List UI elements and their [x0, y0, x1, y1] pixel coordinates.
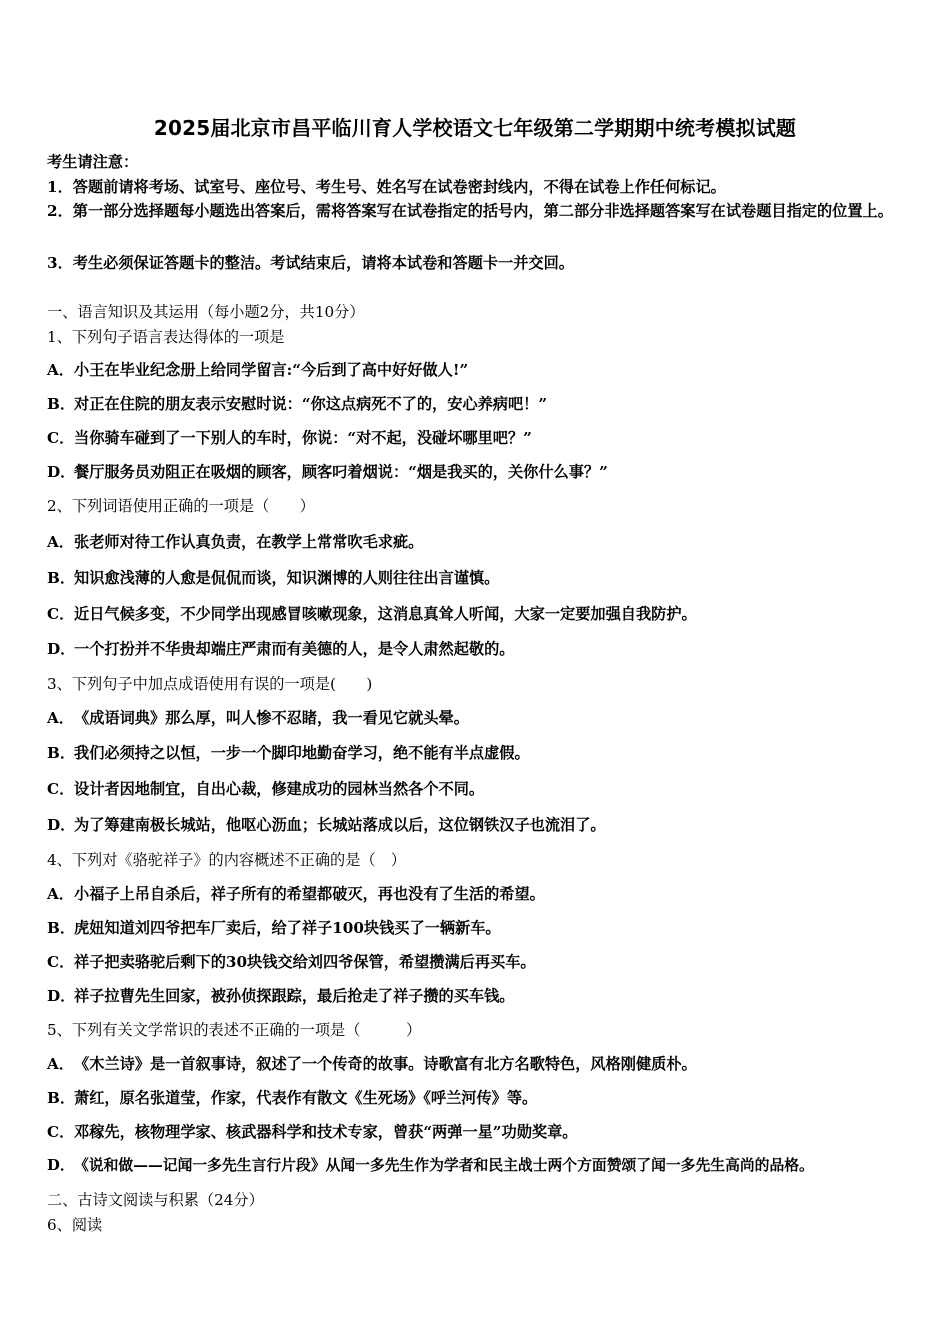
- option-row: [47, 743, 530, 763]
- notice-item: 2．第一部分选择题每小题选出答案后，需将答案写在试卷指定的括号内，第二部分非选择题答案写在试卷题目指定的位置上。: [47, 202, 893, 220]
- option-letter: D．: [47, 1157, 75, 1174]
- option-letter: C．: [47, 780, 75, 798]
- option-row: [47, 532, 423, 552]
- notice-header: 考生请注意：: [47, 153, 139, 171]
- section-heading: 二、古诗文阅读与积累（24分）: [47, 1191, 264, 1209]
- option-letter: B．: [47, 569, 76, 587]
- option-letter: A．: [47, 709, 74, 727]
- option-row: [47, 639, 514, 659]
- option-text: 近日气候多变，不少同学出现感冒咳嗽现象，这消息真耸人听闻，大家一定要加强自我防护。: [74, 605, 697, 623]
- option-row: [47, 1156, 814, 1176]
- option-row: [47, 1122, 577, 1142]
- question-stem: 1、下列句子语言表达得体的一项是: [47, 328, 285, 346]
- question-stem: 5、下列有关文学常识的表述不正确的一项是（ ）: [47, 1021, 422, 1039]
- option-text: 《说和做——记闻一多先生言行片段》从闻一多先生作为学者和民主战士两个方面赞颂了闻一多先生高尚的品格。: [74, 1157, 814, 1174]
- option-text: 知识愈浅薄的人愈是侃侃而谈，知识渊博的人则往往出言谨慎。: [74, 569, 500, 587]
- option-text: 小王在毕业纪念册上给同学留言:“今后到了高中好好做人!”: [74, 361, 469, 379]
- option-letter: A．: [47, 1055, 74, 1073]
- option-letter: A．: [47, 885, 74, 903]
- option-letter: C．: [47, 1123, 75, 1141]
- option-letter: B．: [47, 1089, 76, 1107]
- option-row: [47, 462, 608, 482]
- option-row: [47, 986, 514, 1006]
- option-row: [47, 428, 532, 448]
- option-letter: C．: [47, 953, 75, 971]
- option-text: 祥子把卖骆驼后剩下的30块钱交给刘四爷保管，希望攒满后再买车。: [74, 953, 536, 971]
- notice-item: 1．答题前请将考场、试室号、座位号、考生号、姓名写在试卷密封线内，不得在试卷上作任何标记。: [47, 178, 726, 196]
- option-letter: D．: [47, 816, 76, 834]
- option-text: 虎妞知道刘四爷把车厂卖后，给了祥子100块钱买了一辆新车。: [74, 919, 501, 937]
- option-row: [47, 604, 697, 624]
- option-letter: A．: [47, 533, 74, 551]
- option-row: [47, 360, 468, 380]
- question-stem: 3、下列句子中加点成语使用有误的一项是( ): [47, 675, 373, 693]
- option-letter: A．: [47, 361, 74, 379]
- option-letter: D．: [47, 640, 76, 658]
- option-letter: C．: [47, 429, 75, 447]
- option-text: 张老师对待工作认真负责，在教学上常常吹毛求疵。: [74, 533, 424, 551]
- page-title: 2025届北京市昌平临川育人学校语文七年级第二学期期中统考模拟试题: [153, 116, 797, 140]
- option-text: 《木兰诗》是一首叙事诗，叙述了一个传奇的故事。诗歌富有北方名歌特色，风格刚健质朴。: [74, 1055, 697, 1073]
- option-row: [47, 918, 501, 938]
- option-row: [47, 952, 536, 972]
- option-text: 小福子上吊自杀后，祥子所有的希望都破灭，再也没有了生活的希望。: [74, 885, 545, 903]
- notice-item: 3．考生必须保证答题卡的整洁。考试结束后，请将本试卷和答题卡一并交回。: [47, 254, 574, 272]
- question-stem: 2、下列词语使用正确的一项是（ ）: [47, 497, 315, 515]
- option-row: [47, 394, 547, 414]
- option-row: [47, 815, 606, 835]
- option-letter: C．: [47, 605, 75, 623]
- option-text: 餐厅服务员劝阻正在吸烟的顾客，顾客叼着烟说：“烟是我买的，关你什么事？”: [74, 463, 608, 481]
- section-heading: 一、语言知识及其运用（每小题2分，共10分）: [47, 303, 365, 321]
- option-row: [47, 1054, 697, 1074]
- option-text: 邓稼先，核物理学家、核武器科学和技术专家，曾获“两弹一星”功勋奖章。: [74, 1123, 578, 1141]
- option-text: 萧红，原名张道莹，作家，代表作有散文《生死场》《呼兰河传》等。: [74, 1089, 538, 1107]
- option-text: 当你骑车碰到了一下别人的车时，你说：“对不起，没碰坏哪里吧？”: [74, 429, 532, 447]
- option-letter: D．: [47, 987, 76, 1005]
- option-row: [47, 779, 484, 799]
- option-row: [47, 708, 469, 728]
- option-letter: B．: [47, 395, 76, 413]
- option-letter: B．: [47, 919, 76, 937]
- question-stem: 4、下列对《骆驼祥子》的内容概述不正确的是（ ）: [47, 851, 406, 869]
- option-letter: D．: [47, 463, 76, 481]
- option-text: 《成语词典》那么厚，叫人惨不忍睹，我一看见它就头晕。: [74, 709, 469, 727]
- option-row: [47, 884, 545, 904]
- option-text: 祥子拉曹先生回家，被孙侦探跟踪，最后抢走了祥子攒的买车钱。: [74, 987, 515, 1005]
- option-text: 一个打扮并不华贵却端庄严肃而有美德的人，是令人肃然起敬的。: [74, 640, 515, 658]
- option-text: 我们必须持之以恒，一步一个脚印地勤奋学习，绝不能有半点虚假。: [74, 744, 530, 762]
- option-text: 设计者因地制宜，自出心裁，修建成功的园林当然各个不同。: [74, 780, 485, 798]
- option-letter: B．: [47, 744, 76, 762]
- option-text: 对正在住院的朋友表示安慰时说：“你这点病死不了的，安心养病吧！”: [74, 395, 548, 413]
- option-row: [47, 568, 499, 588]
- question-stem: 6、阅读: [47, 1216, 103, 1234]
- option-row: [47, 1088, 537, 1108]
- option-text: 为了筹建南极长城站，他呕心沥血；长城站落成以后，这位钢铁汉子也流泪了。: [74, 816, 606, 834]
